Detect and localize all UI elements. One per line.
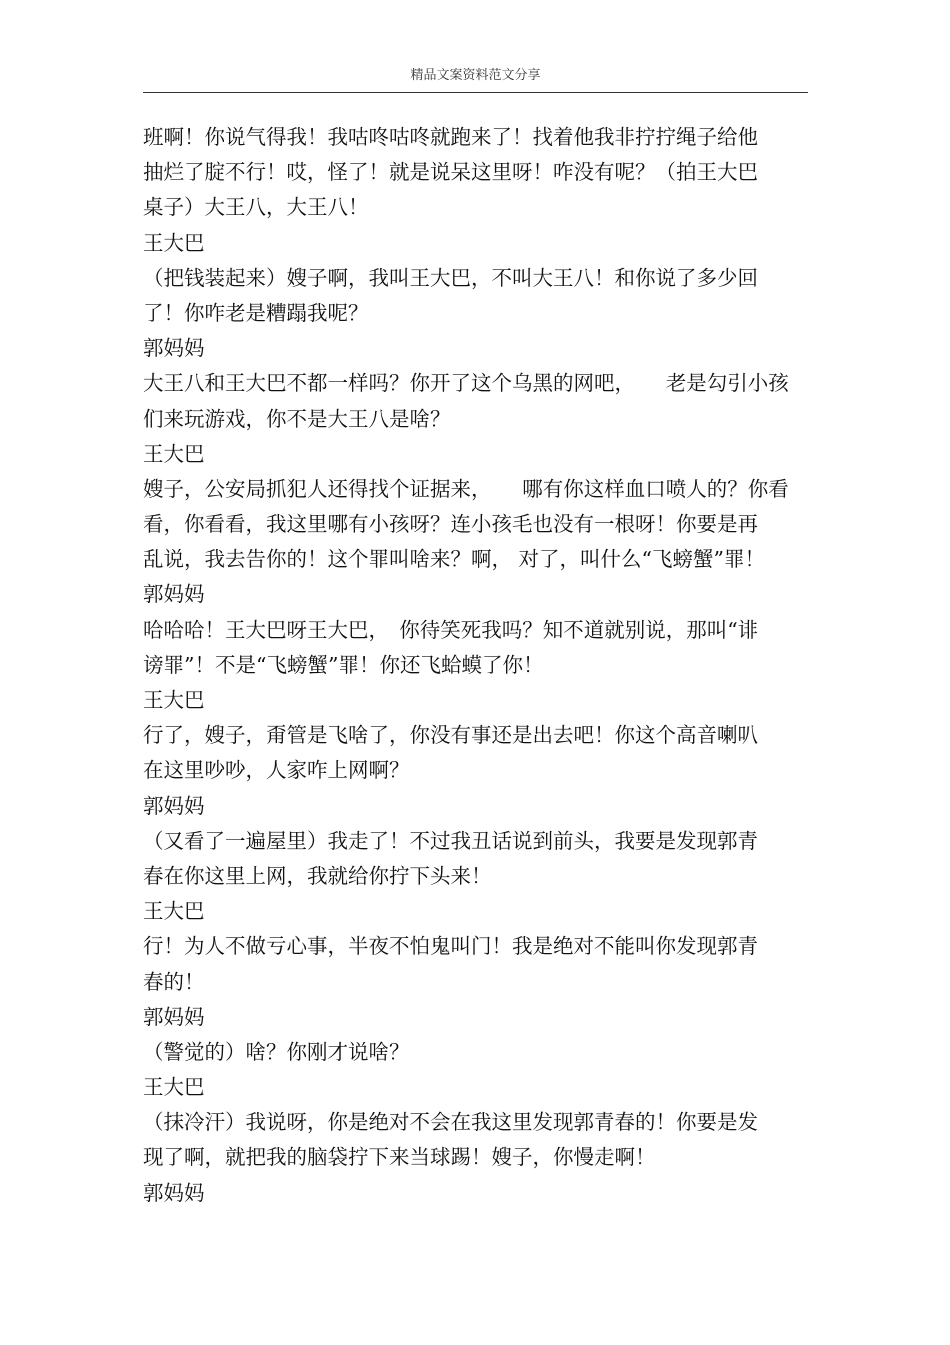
header-title: 精品文案资料范文分享 xyxy=(410,68,541,83)
speaker-name: 王大巴 xyxy=(143,230,205,255)
text-line: 现了啊，就把我的脑袋拧下来当球踢！嫂子，你慢走啊！ xyxy=(143,1145,656,1170)
text-line: （警觉的）啥？你刚才说啥？ xyxy=(143,1039,410,1064)
text-line: 班啊！你说气得我！我咕咚咕咚就跑来了！找着他我非拧拧绳子给他 xyxy=(143,125,758,149)
text-line: 大王八和王大巴不都一样吗？你开了这个乌黑的网吧， 老是勾引小孩 xyxy=(143,371,789,396)
text-line: 嫂子，公安局抓犯人还得找个证据来， 哪有你这样血口喷人的？你看 xyxy=(143,476,789,501)
text-line: 行！为人不做亏心事，半夜不怕鬼叫门！我是绝对不能叫你发现郭青 xyxy=(143,934,758,959)
document-body xyxy=(143,120,808,1211)
speaker-name: 郭妈妈 xyxy=(143,582,205,607)
text-line: 乱说，我去告你的！这个罪叫啥来？啊， 对了，叫什么“飞螃蟹”罪！ xyxy=(143,547,765,572)
text-line: 春的！ xyxy=(143,969,205,994)
page-header xyxy=(143,66,808,93)
text-line: （抹冷汗）我说呀，你是绝对不会在我这里发现郭青春的！你要是发 xyxy=(143,1110,758,1135)
text-line: 了！你咋老是糟蹋我呢？ xyxy=(143,300,369,325)
text-line: （又看了一遍屋里）我走了！不过我丑话说到前头，我要是发现郭青 xyxy=(143,828,758,853)
speaker-name: 王大巴 xyxy=(143,1075,205,1100)
speaker-name: 郭妈妈 xyxy=(143,336,205,361)
speaker-name: 郭妈妈 xyxy=(143,1004,205,1029)
text-line: 行了，嫂子，甭管是飞啥了，你没有事还是出去吧！你这个高音喇叭 xyxy=(143,723,758,748)
text-line: 们来玩游戏，你不是大王八是啥？ xyxy=(143,406,451,431)
text-line: 谤罪”！不是“飞螃蟹”罪！你还飞蛤蟆了你！ xyxy=(143,652,544,677)
speaker-name: 郭妈妈 xyxy=(143,793,205,818)
speaker-name: 郭妈妈 xyxy=(143,1180,205,1205)
text-line: 看，你看看，我这里哪有小孩呀？连小孩毛也没有一根呀！你要是再 xyxy=(143,512,758,537)
text-line: （把钱装起来）嫂子啊，我叫王大巴，不叫大王八！和你说了多少回 xyxy=(143,265,758,290)
text-line: 桌子）大王八，大王八！ xyxy=(143,195,369,220)
text-line: 抽烂了腚不行！哎，怪了！就是说呆这里呀！咋没有呢？（拍王大巴 xyxy=(143,160,758,185)
speaker-name: 王大巴 xyxy=(143,688,205,712)
text-line: 在这里吵吵，人家咋上网啊？ xyxy=(143,758,410,783)
text-line: 春在你这里上网，我就给你拧下头来！ xyxy=(143,863,492,888)
text-line: 哈哈哈！王大巴呀王大巴， 你待笑死我吗？知不道就别说，那叫“诽 xyxy=(143,617,759,642)
speaker-name: 王大巴 xyxy=(143,899,205,924)
speaker-name: 王大巴 xyxy=(143,441,205,466)
